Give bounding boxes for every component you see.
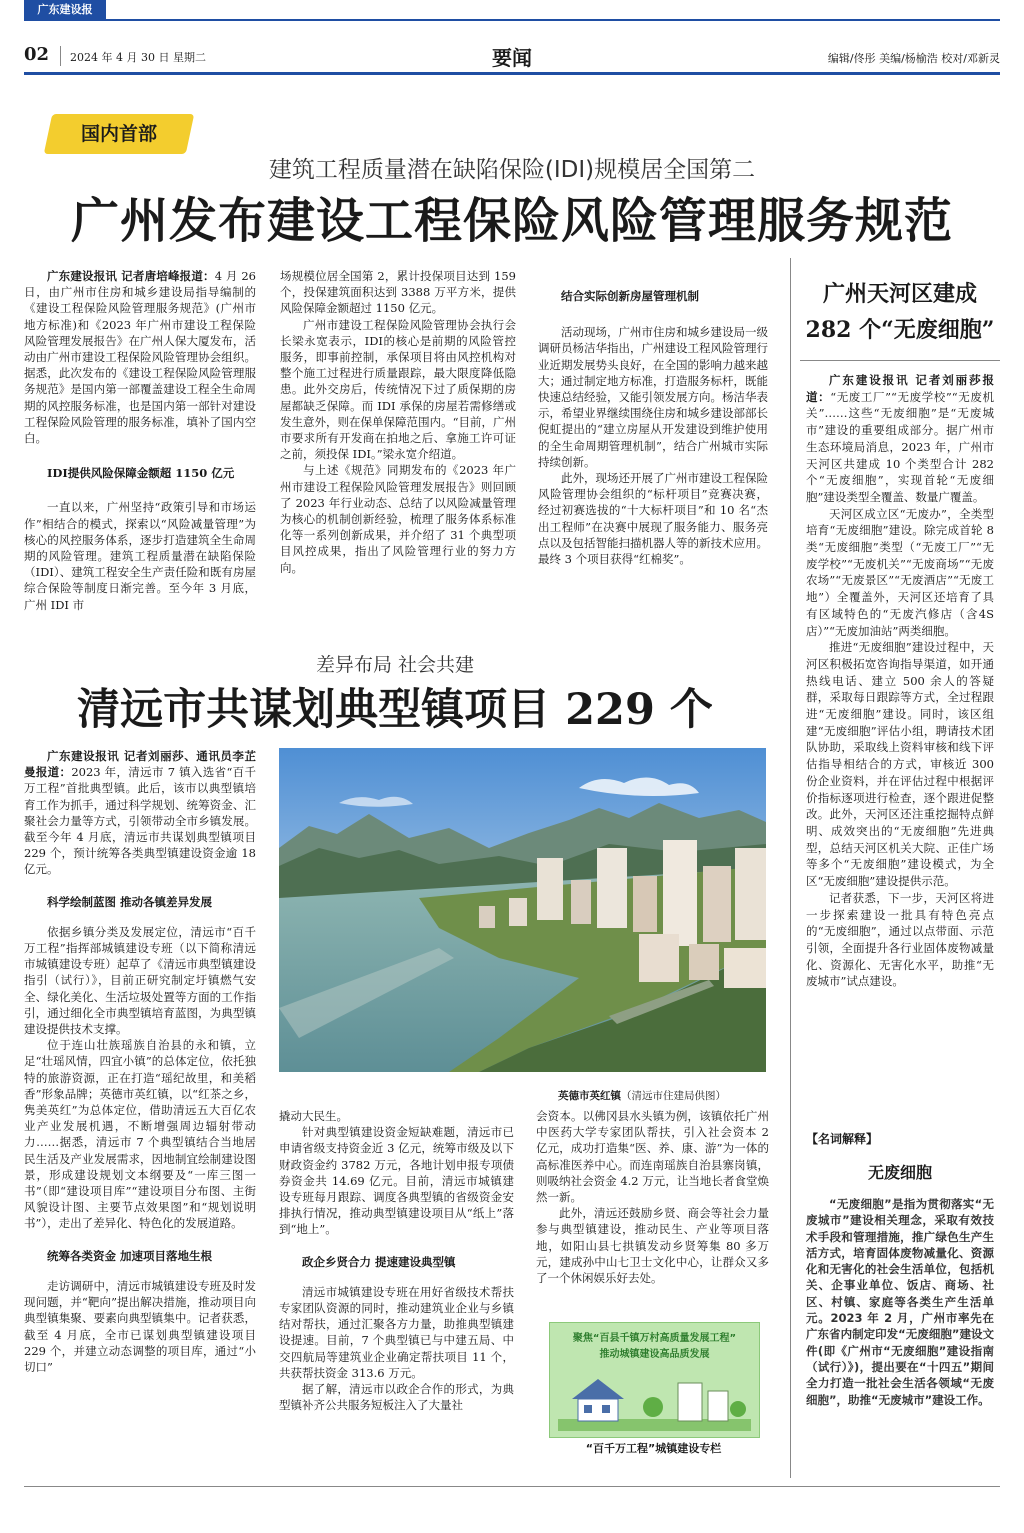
- sidebar-lead-paragraph: 广东建设报讯 记者刘丽莎报道：“无废工厂”“无废学校”“无废机关”……这些“无废细胞”是“无废城市”建设的重要组成部分。据广州市生态环境局消息，2023 年，广州市天河区共建成 10 个类型合计 282 个“无废细胞”，实现首轮“无废细胞”建设类型全覆盖、数量广覆盖。: [806, 373, 994, 504]
- bottom-rule: [24, 1486, 1000, 1487]
- sidebar-head-rule: [800, 360, 1000, 361]
- article2-subheading-3: 政企乡贤合力 提速建设典型镇: [302, 1254, 456, 1269]
- article2-column-3: [536, 1108, 769, 1286]
- article2-paragraph: 清远市城镇建设专班在用好省级技术帮扶专家团队资源的同时，推动建筑业企业与乡镇结对帮扶，通过汇聚各方力量，助推典型镇建设提速。目前，7 个典型镇已与中建五局、中交四航局等建筑业企业确定帮扶项目 11 个，共获帮扶资金 313.6 万元。: [279, 1284, 514, 1380]
- article1-subheading-2: 结合实际创新房屋管理机制: [561, 289, 699, 303]
- article2-lead-paragraph: 广东建设报讯 记者刘丽莎、通讯员李芷曼报道：2023 年，清远市 7 镇入选省“百千万工程”首批典型镇。此后，该市以典型镇培育工作为抓手，通过科学规划、统筹资金、汇聚社会力量等方式，引领带动全市乡镇发展。截至今年 4 月底，清远市共谋划典型镇项目 229 个，预计统筹各类典型镇建设资金逾 18 亿元。: [24, 749, 257, 877]
- section-title: 要闻: [492, 46, 532, 70]
- article2-paragraph: 针对典型镇建设资金短缺难题，清远市已申请省级支持资金近 3 亿元，统筹市级及以下财政资金约 3782 万元，各地计划申报专项债券资金共 14.69 亿元。目前，清远市城镇建设专班每月跟踪、调度各典型镇的省级资金安排执行情况，推动典型镇建设项目从“纸上”落到“地上”。: [279, 1125, 514, 1237]
- badge-label: 国内首部: [80, 123, 157, 145]
- sidebar-paragraph: 记者获悉，下一步，天河区将进一步探索建设一批具有特色亮点的“无废细胞”，通过以点带面、示范引领，全面提升各行业固体废物减量化、资源化、无害化水平，助推“无废城市”试点建设。: [806, 890, 994, 989]
- term-tag: 【名词解释】: [806, 1132, 879, 1146]
- article2-column-1: [24, 748, 256, 1375]
- editor-credits: 编辑/佟彤 美编/杨榆浩 校对/邓新灵: [827, 52, 1000, 65]
- article1-byline: 广东建设报讯 记者唐培峰报道：: [47, 269, 215, 283]
- sidebar-body: [806, 372, 994, 990]
- article1-lead-paragraph: 广东建设报讯 记者唐培峰报道：4 月 26 日，由广州市住房和城乡建设局指导编制的《建设工程保险风险管理服务规范》(广州市地方标准)和《2023 年广州市建设工程保险风险管理发展报告》在广州人保大厦发布，活动由广州市建设工程保险风险管理协会组织。据悉，此次发布的《建设工程保险风险管理服务规范》是国内第一部覆盖建设工程全生命周期的风控服务标准，也是国内第一部针对建设工程保险风险管理的服务标准，填补了国内空白。: [24, 269, 256, 446]
- photo-yinghong-town: [279, 748, 766, 1072]
- article2-headline: 清远市共谋划典型镇项目 229 个: [77, 685, 713, 735]
- top-rule: [24, 19, 1000, 21]
- article2-paragraph: 依据乡镇分类及发展定位，清远市“百千万工程”指挥部城镇建设专班（以下简称清远市城镇建设专班）起草了《清远市典型镇建设指引（试行）》，目前正研究制定圩镇燃气安全、绿化美化、生活垃圾处置等方面的工作指引，通过细化全市典型镇培育蓝图，为典型镇建设提供技术支撑。: [24, 924, 256, 1037]
- article2-byline: 广东建设报讯 记者刘丽莎、通讯员李芷曼报道：: [24, 749, 256, 780]
- article1-paragraph: 场规模位居全国第 2，累计投保项目达到 159 个，投保建筑面积达到 3388 万平方米，提供风险保障金额超过 1150 亿元。: [280, 269, 516, 316]
- article2-paragraph: 位于连山壮族瑶族自治县的永和镇，立足“壮瑶风情，四宜小镇”的总体定位，依托独特的旅游资源，正在打造“瑶纪故里，和美稻香”形象品牌；英德市英红镇，以“红茶之乡，隽美英红”为总体定位，借助清远五大百亿农业产业发展机遇，不断增强周边辐射带动力……据悉，清远市 7 个典型镇结合当地居民生活及产业发展需求，因地制宜绘制建设图景，形成建设规划文本纲要及“一库三图一书”（即“建设项目库”“建设项目分布图、主街风貌设计图、主要节点效果图”和“规划说明书”），走出了差异化、特色化的发展道路。: [24, 1038, 256, 1231]
- article2-paragraph: 撬动大民生。: [279, 1109, 348, 1123]
- article1-headline: 广州发布建设工程保险风险管理服务规范: [70, 193, 953, 249]
- promo-line-2: 推动城镇建设高品质发展: [599, 1349, 710, 1360]
- article2-paragraph: 会资本。以佛冈县水头镇为例，该镇依托广州中医药大学专家团队帮扶，引入社会资本 2 亿元，成功打造集“医、养、康、游”为一体的高标准医养中心。而连南瑶族自治县寨岗镇，则吸纳社会资金 4.2 万元，让当地长者食堂焕然一新。: [536, 1109, 769, 1205]
- article1-paragraph: 一直以来，广州坚持“政策引导和市场运作”相结合的模式，探索以“风险减量管理”为核心的风控服务体系，逐步打造建筑全生命周期的风险管理。建筑工程质量潜在缺陷保险（IDI）、建筑工程安全生产责任险和既有房屋综合保险等制度日渐完善。至今年 3 月底，广州 IDI 市: [24, 500, 256, 612]
- article2-kicker: 差异布局 社会共建: [315, 654, 475, 676]
- promo-caption: “百千万工程”城镇建设专栏: [585, 1442, 722, 1455]
- article2-paragraph: 走访调研中，清远市城镇建设专班及时发现问题，并“靶向”提出解决措施，推动项目向典型镇集聚、要素向典型镇集中。记者获悉，截至 4 月底，全市已谋划典型镇建设项目 229 个，并建立动态调整的项目库，通过“小切口”: [24, 1278, 256, 1374]
- sidebar-byline: 广东建设报讯 记者刘丽莎报道：: [806, 373, 994, 404]
- term-definition: “无废细胞”是指为贯彻落实“无废城市”建设相关理念，采取有效技术手段和管理措施，推广绿色生产生活方式，培育固体废物减量化、资源化和无害化的社会生活单位，包括机关、企事业单位、饭店、商场、社区、村镇、家庭等各类生产生活单元。2023 年 2 月，广州市率先在广东省内制定印发“无废细胞”建设文件(即《广州市“无废细胞”建设指南（试行）》)，提出要在“十四五”期间全力打造一批社会生活各领域“无废细胞”，助推“无废城市”建设工作。: [806, 1197, 994, 1407]
- article2-column-2: [279, 1108, 514, 1413]
- article2-paragraph: 此外，清远还鼓励乡贤、商会等社会力量参与典型镇建设，推动民生、产业等项目落地，如阳山县七拱镇发动乡贤筹集 80 多万元，建成孙中山七卫士文化中心，让群众又多了一个休闲娱乐好去处。: [536, 1206, 769, 1286]
- issue-date: 2024 年 4 月 30 日 星期二: [70, 51, 206, 64]
- article2-subheading-1: 科学绘制蓝图 推动各镇差异发展: [47, 894, 213, 909]
- article2-subheading-2: 统筹各类资金 加速项目落地生根: [47, 1248, 213, 1263]
- paper-name-tag: 广东建设报: [24, 0, 106, 19]
- page-number: 02: [24, 44, 50, 65]
- town-house-icon: [558, 1365, 751, 1431]
- sidebar-headline: 广州天河区建成 282 个“无废细胞”: [805, 281, 995, 343]
- masthead-rule: [24, 72, 1000, 75]
- column-promo-banner[interactable]: [549, 1322, 760, 1438]
- article1-paragraph: 此外，现场还开展了广州市建设工程保险风险管理协会组织的“标杆项目”竞赛决赛，经过初赛选拔的“十大标杆项目”和 10 名“杰出工程师”在决赛中展现了服务能力、服务亮点以及包括智能扫描机器人等的新技术应用。最终 3 个项目获得“红棉奖”。: [538, 471, 768, 567]
- article1-paragraph: 活动现场，广州市住房和城乡建设局一级调研员杨洁华指出，广州建设工程风险管理行业近期发展势头良好，在全国的影响力越来越大；通过制定地方标准，打造服务标杆，既能快速总结经验，又能引领发展方向。杨洁华表示，希望业界继续围绕住房和城乡建设部部长倪虹提出的“建立房屋从开发建设到维护使用的全生命周期管理机制”，结合广州城市实际持续创新。: [538, 325, 768, 469]
- sidebar-paragraph: 天河区成立区“无废办”，全类型培育“无废细胞”建设。除完成首轮 8 类“无废细胞”类型（“无废工厂”“无废学校”“无废机关”“无废商场”“无废农场”“无废景区”“无废酒店”“无废工地”）全覆盖外，天河区还培育了具有区域特色的“无废汽修店（含4S店）”“无废加油站”两类细胞。: [806, 506, 994, 638]
- promo-line-1: 聚焦“百县千镇万村高质量发展工程”: [572, 1333, 737, 1344]
- article1-paragraph: 广州市建设工程保险风险管理协会执行会长梁永宽表示，IDI的核心是前期的风险管控服务，即事前控制，承保项目将由风控机构对整个施工过程进行质量跟踪，最大限度降低隐患。此外交房后，传统情况下过了质保期的房屋都缺乏保障。而 IDI 承保的房屋若需修缮或发生意外，则在保单保障范围内。“目前，广州市要求所有开发商在拍地之后、拿施工许可证之前，须投保 IDI。”梁永宽介绍道。: [280, 317, 516, 462]
- term-title: 无废细胞: [867, 1163, 932, 1182]
- article1-column-1: [24, 268, 256, 613]
- article1-kicker: 建筑工程质量潜在缺陷保险(IDI)规模居全国第二: [268, 157, 756, 183]
- article1-column-2: [280, 268, 516, 576]
- sidebar-paragraph: 推进“无废细胞”建设过程中，天河区积极拓宽咨询指导渠道，如开通热线电话、建立 500 余人的答疑群，采取每日跟踪等方式，全过程跟进“无废细胞”建设。同时，该区组建“无废细胞”评估小组，聘请技术团队协助，采取线上资料审核和线下评估指导相结合的方式，审核近 300 份企业资料，并在评估过程中根据评价指标逐项进行检查，逐个跟进促整改。此外，天河区还注重挖掘特点鲜明、成效突出的“无废细胞”先进典型，总结天河区机关大院、正佳广场等多个“无废细胞”建设模式，为全区“无废细胞”建设提供示范。: [806, 640, 994, 889]
- article2-paragraph: 据了解，清远市以政企合作的形式，为典型镇补齐公共服务短板注入了大量社: [279, 1382, 514, 1413]
- article1-column-3: [538, 288, 768, 567]
- article1-subheading-1: IDI提供风险保障金额超 1150 亿元: [47, 466, 235, 481]
- article1-paragraph: 与上述《规范》同期发布的《2023 年广州市建设工程保险风险管理发展报告》则回顾了 2023 年行业动态、总结了以风险减量管理为核心的机制创新经验，梳理了服务体系标准化等一系列创新成果，并介绍了 31 个典型项目风控成果，指出了风险管理行业的努力方向。: [280, 463, 516, 575]
- sidebar-divider: [790, 258, 791, 1478]
- photo-caption: 英德市英红镇（清远市住建局供图）: [558, 1090, 726, 1102]
- photo-landscape-illustration: [279, 748, 766, 1072]
